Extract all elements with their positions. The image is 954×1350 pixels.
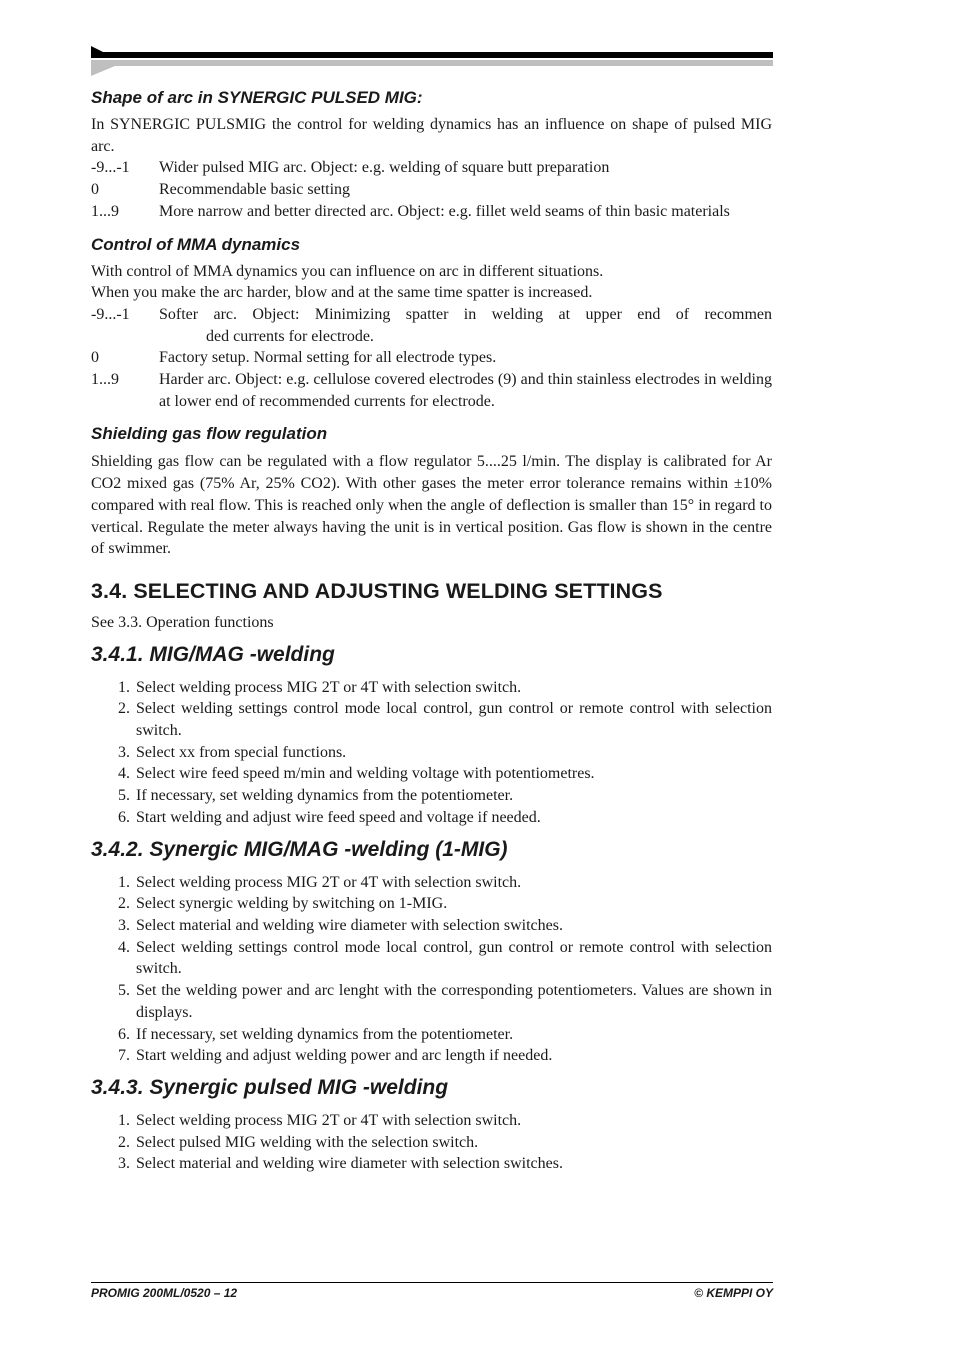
list-item-text: Select welding settings control mode local control, gun control or remote control with selection switch. bbox=[136, 700, 772, 740]
mma-intro-1: With control of MMA dynamics you can influence on arc in different situations. bbox=[91, 262, 604, 280]
list-item bbox=[91, 1110, 772, 1132]
list-item-text: If necessary, set welding dynamics from the potentiometer. bbox=[136, 1025, 514, 1043]
list-item bbox=[91, 1024, 772, 1046]
definition-row bbox=[91, 179, 772, 201]
list-item-text: Start welding and adjust wire feed speed and voltage if needed. bbox=[136, 808, 541, 826]
definition-row bbox=[91, 347, 772, 369]
list-item bbox=[91, 937, 772, 980]
list-item-text: Select pulsed MIG welding with the selection switch. bbox=[136, 1133, 479, 1151]
list-item-number: 2. bbox=[118, 700, 130, 718]
list-item-text: Select welding process MIG 2T or 4T with selection switch. bbox=[136, 1111, 522, 1129]
definition-key: 0 bbox=[91, 181, 99, 199]
list-item bbox=[91, 698, 772, 741]
arc-shape-heading: Shape of arc in SYNERGIC PULSED MIG: bbox=[91, 88, 423, 107]
synergic-heading: 3.4.2. Synergic MIG/MAG -welding (1-MIG) bbox=[91, 837, 508, 861]
footer-left: PROMIG 200ML/0520 – 12 bbox=[91, 1286, 238, 1300]
pulsed-heading: 3.4.3. Synergic pulsed MIG -welding bbox=[91, 1075, 449, 1099]
synergic-steps bbox=[91, 872, 772, 1067]
footer-rule bbox=[91, 1282, 773, 1283]
list-item-number: 7. bbox=[118, 1047, 130, 1065]
list-item-number: 1. bbox=[118, 873, 130, 891]
definition-text: Factory setup. Normal setting for all electrode types. bbox=[159, 349, 497, 367]
list-item-text: Select material and welding wire diameter with selection switches. bbox=[136, 916, 563, 934]
definition-text: More narrow and better directed arc. Object: e.g. fillet weld seams of thin basic materials bbox=[159, 202, 730, 220]
arc-shape-intro: In SYNERGIC PULSMIG the control for welding dynamics has an influence on shape of pulsed MIG arc. bbox=[91, 116, 772, 155]
list-item bbox=[91, 807, 772, 829]
list-item bbox=[91, 763, 772, 785]
footer-right: © KEMPPI OY bbox=[694, 1286, 773, 1300]
definition-text: Harder arc. Object: e.g. cellulose covered electrodes (9) and thin stainless electrodes in welding at lower end of recommended currents for electrode. bbox=[159, 371, 772, 410]
pulsed-steps bbox=[91, 1110, 772, 1175]
list-item-number: 2. bbox=[118, 895, 130, 913]
page-footer bbox=[91, 1286, 773, 1300]
definition-key: 0 bbox=[91, 349, 99, 367]
mma-row-text-line1: Softer arc. Object: Minimizing spatter in welding at upper end of recommen bbox=[159, 305, 772, 323]
list-item-number: 5. bbox=[118, 787, 130, 805]
mma-row bbox=[91, 304, 772, 347]
definition-key: 1...9 bbox=[91, 202, 119, 220]
list-item-text: Select xx from special functions. bbox=[136, 743, 347, 761]
page-content bbox=[91, 88, 772, 1175]
definition-text: Wider pulsed MIG arc. Object: e.g. welding of square butt preparation bbox=[159, 159, 610, 177]
list-item-text: Select welding process MIG 2T or 4T with selection switch. bbox=[136, 873, 522, 891]
list-item bbox=[91, 980, 772, 1023]
mma-intro-2: When you make the arc harder, blow and at the same time spatter is increased. bbox=[91, 284, 593, 302]
mma-heading: Control of MMA dynamics bbox=[91, 234, 301, 254]
list-item bbox=[91, 677, 772, 699]
list-item bbox=[91, 742, 772, 764]
selecting-heading: 3.4. SELECTING AND ADJUSTING WELDING SETTINGS bbox=[91, 578, 663, 603]
list-item-number: 4. bbox=[118, 765, 130, 783]
list-item-text: Start welding and adjust welding power and arc length if needed. bbox=[136, 1047, 553, 1065]
definition-row bbox=[91, 201, 772, 223]
header-decoration bbox=[91, 46, 773, 76]
mma-row-text-line2: ded currents for electrode. bbox=[206, 327, 374, 345]
list-item-number: 1. bbox=[118, 678, 130, 696]
definition-key: 1...9 bbox=[91, 371, 119, 389]
list-item-number: 5. bbox=[118, 982, 130, 1000]
list-item-number: 6. bbox=[118, 808, 130, 826]
list-item-text: Select wire feed speed m/min and welding voltage with potentiometres. bbox=[136, 765, 595, 783]
list-item-text: Select synergic welding by switching on 1-MIG. bbox=[136, 895, 448, 913]
definition-key: -9...-1 bbox=[91, 159, 130, 177]
list-item-text: Select material and welding wire diameter with selection switches. bbox=[136, 1155, 563, 1173]
list-item bbox=[91, 872, 772, 894]
list-item-number: 6. bbox=[118, 1025, 130, 1043]
list-item bbox=[91, 1153, 772, 1175]
list-item-text: If necessary, set welding dynamics from the potentiometer. bbox=[136, 787, 514, 805]
list-item-number: 4. bbox=[118, 938, 130, 956]
definition-text: Recommendable basic setting bbox=[159, 181, 351, 199]
list-item-number: 3. bbox=[118, 743, 130, 761]
definition-row bbox=[91, 369, 772, 412]
mma-list bbox=[91, 347, 772, 412]
list-item bbox=[91, 785, 772, 807]
list-item-number: 2. bbox=[118, 1133, 130, 1151]
list-item-text: Set the welding power and arc lenght with the corresponding potentiometers. Values are shown in displays. bbox=[136, 982, 772, 1021]
gas-heading: Shielding gas flow regulation bbox=[91, 424, 328, 444]
list-item bbox=[91, 893, 772, 915]
list-item-number: 1. bbox=[118, 1111, 130, 1129]
list-item bbox=[91, 1045, 772, 1067]
list-item bbox=[91, 1132, 772, 1154]
arc-shape-list bbox=[91, 157, 772, 222]
mma-row-key: -9...-1 bbox=[91, 305, 130, 323]
gas-text: Shielding gas flow can be regulated with a flow regulator 5....25 l/min. The display is calibrated for Ar CO2 mixed gas (75% Ar, 25% CO2). With other gases the meter error tolerance remains within ±10% compared with real flow. This is reached only when the angle of deflection is smaller than 15° in regard to vertical. Regulate the meter always having the unit is in vertical position. Gas flow is shown in the centre of swimmer. bbox=[91, 453, 772, 558]
list-item bbox=[91, 915, 772, 937]
list-item-number: 3. bbox=[118, 1155, 130, 1173]
definition-row bbox=[91, 157, 772, 179]
selecting-text: See 3.3. Operation functions bbox=[91, 613, 274, 631]
list-item-text: Select welding settings control mode local control, gun control or remote control with selection switch. bbox=[136, 938, 772, 978]
mig-mag-heading: 3.4.1. MIG/MAG -welding bbox=[91, 642, 335, 666]
list-item-number: 3. bbox=[118, 916, 130, 934]
mig-mag-steps bbox=[91, 677, 772, 829]
list-item-text: Select welding process MIG 2T or 4T with selection switch. bbox=[136, 678, 522, 696]
